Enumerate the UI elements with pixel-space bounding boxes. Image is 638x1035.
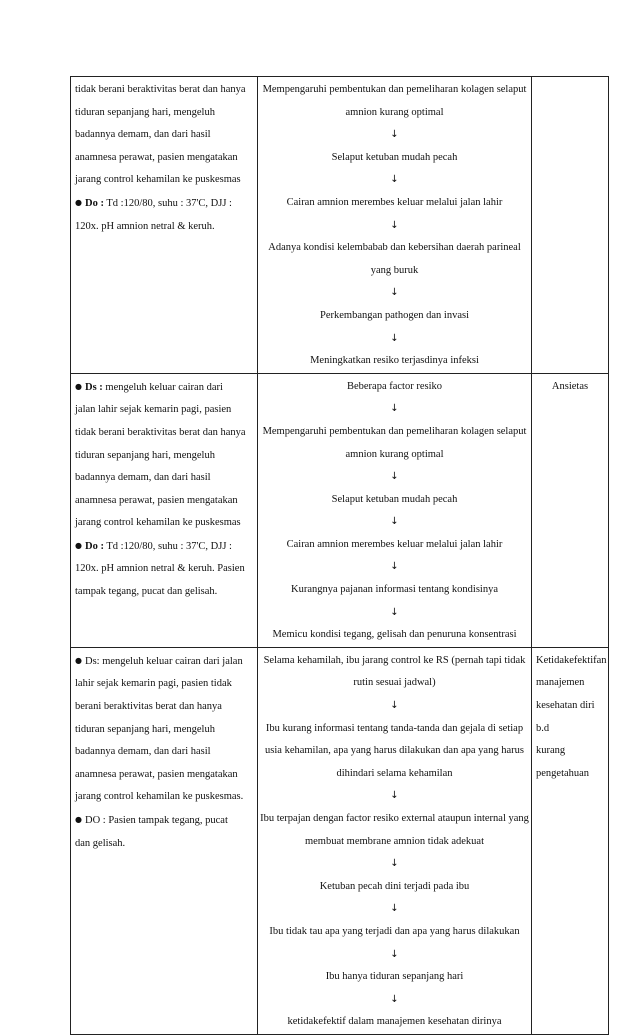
do-line: dan gelisah. [75,837,126,849]
do-block [75,535,252,559]
arrow-down-icon: ↓ [390,403,399,415]
arrow-down-icon: ↓ [390,174,399,186]
bullet-icon: ● [75,815,82,824]
ds-line: berani beraktivitas berat dan hanya [75,701,222,713]
arrow-down-icon: ↓ [390,561,399,573]
arrow-down-icon: ↓ [390,858,399,870]
diagnosis-line: kurang [536,745,566,757]
diagnosis-line: kesehatan diri b.d [536,700,595,734]
do-block [75,192,252,216]
do-block [75,809,252,833]
ds-line: tiduran sepanjang hari, mengeluh [75,449,215,461]
ds-label: Ds : [84,381,103,393]
do-label: Do : [84,197,104,209]
bullet-icon: ● [75,540,82,550]
ds-line: anamnesa perawat, pasien mengatakan [75,768,238,780]
do-line: Td :120/80, suhu : 37'C, DJJ : [106,197,232,209]
diagnosis-line: Ketidakefektifan [536,654,607,666]
ds-block [75,650,252,674]
pathway-step: Cairan amnion merembes keluar melalui jalan lahir [286,196,503,208]
data-cell [71,647,258,1034]
ds-line: badannya demam, dan dari hasil [75,746,211,758]
diagnosis-cell [532,647,609,1034]
pathway-step: Ketuban pecah dini terjadi pada ibu [319,880,470,892]
arrow-down-icon: ↓ [390,332,399,344]
ds-line: jarang control kehamilan ke puskesmas [75,174,241,186]
pathway-step: Selaput ketuban mudah pecah [331,151,458,163]
ds-line: anamnesa perawat, pasien mengatakan [75,494,238,506]
arrow-down-icon: ↓ [390,219,399,231]
do-line: 120x. pH amnion netral & keruh. Pasien [75,563,245,575]
ds-line: tidak berani beraktivitas berat dan hanya [75,426,246,438]
nursing-analysis-table [70,76,609,1035]
pathway-cell [258,373,532,647]
pathway-cell [258,77,532,374]
do-line: DO : Pasien tampak tegang, pucat [84,815,228,826]
do-line: Td :120/80, suhu : 37'C, DJJ : [106,540,232,552]
arrow-down-icon: ↓ [390,471,399,483]
pathway-step: Ibu hanya tiduran sepanjang hari [325,971,464,983]
table-row [71,647,609,1034]
ds-block [75,376,252,400]
arrow-down-icon: ↓ [390,700,399,712]
data-cell [71,373,258,647]
pathway-step: Kurangnya pajanan informasi tentang kondisinya [290,584,499,596]
arrow-down-icon: ↓ [390,903,399,915]
ds-line: mengeluh keluar cairan dari [105,381,223,393]
pathway-step: Adanya kondisi kelembabab dan kebersihan daerah parineal yang buruk [268,242,521,276]
pathway-step: Meningkatkan resiko terjasdinya infeksi [310,355,479,367]
table-row [71,373,609,647]
ds-line: lahir sejak kemarin pagi, pasien tidak [75,678,232,690]
diagnosis-line: manajemen [536,677,585,689]
bullet-icon: ● [75,197,82,207]
pathway-step: Cairan amnion merembes keluar melalui jalan lahir [286,538,503,550]
ds-line: jarang control kehamilan ke puskesmas. [75,791,244,803]
diagnosis-line: pengetahuan [536,767,590,779]
diagnosis-cell: Ansietas [532,373,609,647]
pathway-step: Mempengaruhi pembentukan dan pemeliharan kolagen selaput amnion kurang optimal [262,425,527,460]
ds-line: badannya demam, dan dari hasil [75,472,211,484]
do-label: Do : [84,540,104,552]
ds-line: jalan lahir sejak kemarin pagi, pasien [75,404,232,416]
ds-line: anamnesa perawat, pasien mengatakan [75,151,238,163]
pathway-step: ketidakefektif dalam manajemen kesehatan dirinya [287,1016,502,1028]
ds-line: Ds: mengeluh keluar cairan dari jalan [84,655,243,667]
data-cell [71,77,258,374]
pathway-step: Selama kehamilah, ibu jarang control ke RS (pernah tapi tidak rutin sesuai jadwal) [263,654,526,689]
pathway-step: Ibu terpajan dengan factor resiko external ataupun internal yang membuat membrane amnion tidak adekuat [260,813,529,847]
pathway-step: Beberapa factor resiko [346,380,443,392]
arrow-down-icon: ↓ [390,516,399,528]
ds-line: jarang control kehamilan ke puskesmas [75,517,241,529]
ds-line: tidak berani beraktivitas berat dan hanya [75,84,246,95]
pathway-step: Selaput ketuban mudah pecah [331,493,458,505]
ds-line: tiduran sepanjang hari, mengeluh [75,106,215,118]
do-line: 120x. pH amnion netral & keruh. [75,220,215,232]
diagnosis-cell [532,77,609,374]
ds-line: badannya demam, dan dari hasil [75,129,211,141]
pathway-step: Mempengaruhi pembentukan dan pemeliharan kolagen selaput amnion kurang optimal [262,84,527,118]
arrow-down-icon: ↓ [390,948,399,960]
pathway-step: Ibu kurang informasi tentang tanda-tanda dan gejala di setiap usia kehamilan, apa yang harus dilakukan dan apa yang harus dihindari selama kehamilan [265,722,524,779]
bullet-icon: ● [75,655,82,665]
pathway-cell [258,647,532,1034]
do-line: tampak tegang, pucat dan gelisah. [75,586,218,598]
pathway-step: Perkembangan pathogen dan invasi [320,309,469,321]
arrow-down-icon: ↓ [390,606,399,618]
arrow-down-icon: ↓ [390,790,399,802]
pathway-step: Memicu kondisi tegang, gelisah dan penuruna konsentrasi [272,629,517,641]
pathway-step: Ibu tidak tau apa yang terjadi dan apa yang harus dilakukan [269,925,520,937]
arrow-down-icon: ↓ [390,993,399,1005]
ds-line: tiduran sepanjang hari, mengeluh [75,723,215,735]
table-row [71,77,609,374]
arrow-down-icon: ↓ [390,129,399,141]
bullet-icon: ● [75,381,82,391]
arrow-down-icon: ↓ [390,287,399,299]
